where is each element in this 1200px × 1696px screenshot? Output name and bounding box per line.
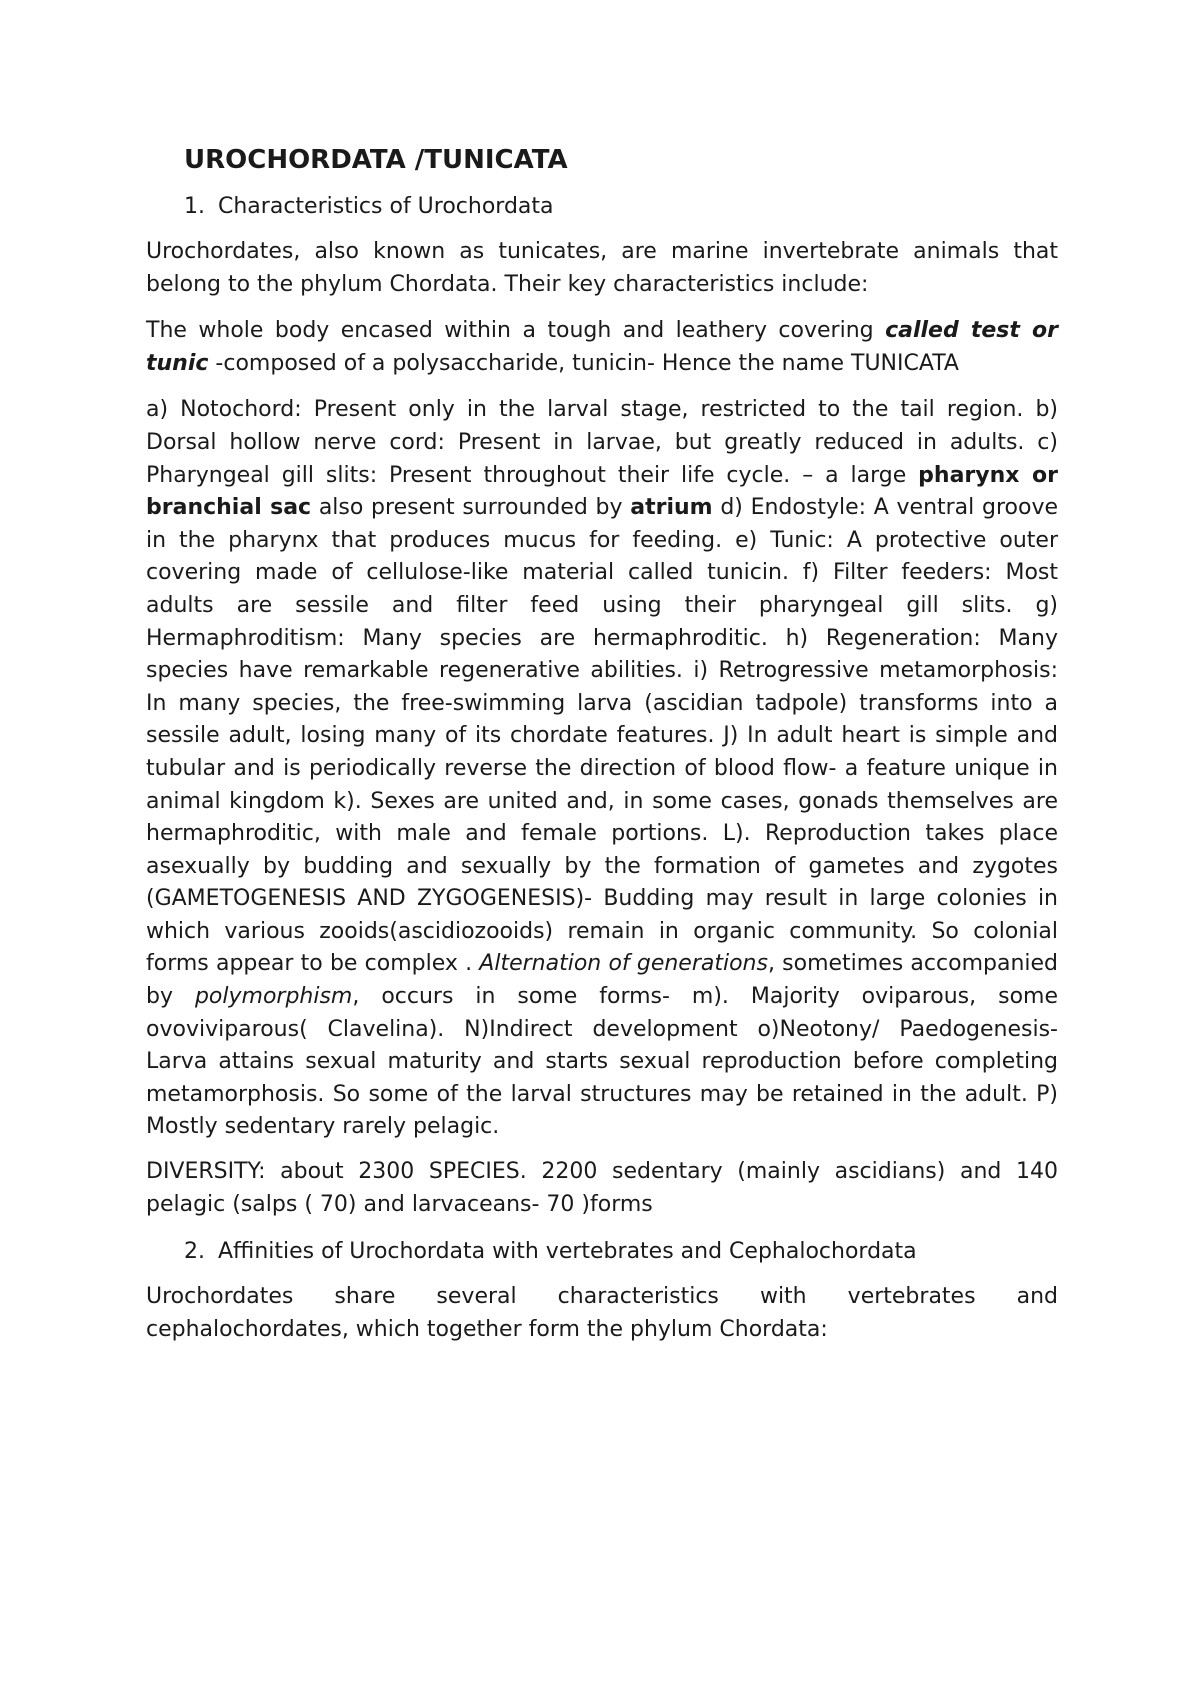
- diversity-paragraph: DIVERSITY: about 2300 SPECIES. 2200 sedentary (mainly ascidians) and 140 pelagic (salps ( 70) and larvaceans- 70 )forms: [146, 1159, 1058, 1217]
- section-2-heading: [184, 1237, 1058, 1267]
- features-text-4: , sometimes accompanied by: [146, 951, 1058, 1010]
- affinities-intro-paragraph: Urochordates share several characteristics with vertebrates and cephalochordates, which together form the phylum Chordata:: [146, 1284, 1058, 1342]
- document-title: UROCHORDATA /TUNICATA: [184, 145, 568, 175]
- features-text-5: , occurs in some forms- m). Majority oviparous, some ovoviviparous( Clavelina). N)Indirect development o)Neotony/ Paedogenesis- Larva attains sexual maturity and starts sexual reproduction before completing metamorphosis. So some of the larval structures may be retained in the adult. P) Mostly sedentary rarely pelagic.: [146, 984, 1058, 1140]
- intro-paragraph: Urochordates, also known as tunicates, are marine invertebrate animals that belong to the phylum Chordata. Their key characteristics include:: [146, 239, 1058, 297]
- section-1-heading: [184, 192, 1058, 222]
- section-1-title: Characteristics of Urochordata: [218, 194, 554, 219]
- features-italic-alternation: Alternation of generations: [479, 951, 768, 977]
- test-paragraph: [146, 315, 1058, 380]
- features-bold-atrium: atrium: [630, 495, 713, 521]
- section-1-number: 1.: [184, 194, 205, 219]
- features-text-3: d) Endostyle: A ventral groove in the pharynx that produces mucus for feeding. e) Tunic: A protective outer covering made of cellulose-like material called tunicin. f) Filter feeders: Most adults are sessile and filter feed using their pharyngeal gill slits. g) Hermaphroditism: Many species are hermaphroditic. h) Regeneration: Many species have remarkable regenerative abilities. i) Retrogressive metamorphosis: In many species, the free-swimming larva (ascidian tadpole) transforms into a sessile adult, losing many of its chordate features. J) In adult heart is simple and tubular and is periodically reverse the direction of blood flow- a feature unique in animal kingdom k). Sexes are united and, in some cases, gonads themselves are hermaphroditic, with male and female portions. L). Reproduction takes place asexually by budding and sexually by the formation of gametes and zygotes (GAMETOGENESIS AND ZYGOGENESIS)- Budding may result in large colonies in which various zooids(ascidiozooids) remain in organic community. So colonial forms appear to be complex .: [146, 495, 1058, 977]
- features-bold-pharynx: pharynx or branchial sac: [146, 462, 1058, 521]
- test-text-post: -composed of a polysaccharide, tunicin- Hence the name TUNICATA: [208, 350, 959, 376]
- section-2-title: Affinities of Urochordata with vertebrates and Cephalochordata: [218, 1239, 917, 1265]
- features-italic-polymorphism: polymorphism: [194, 984, 353, 1010]
- features-paragraph: [146, 394, 1058, 1144]
- test-text-pre: The whole body encased within a tough and leathery covering: [146, 318, 886, 344]
- features-text-1: a) Notochord: Present only in the larval stage, restricted to the tail region. b) Dorsal hollow nerve cord: Present in larvae, but greatly reduced in adults. c) Pharyngeal gill slits: Present throughout their life cycle. – a large: [146, 397, 1058, 488]
- test-emphasis: called test or tunic: [146, 318, 1058, 376]
- features-text-2: also present surrounded by: [311, 495, 631, 521]
- section-2-number: 2.: [184, 1239, 205, 1265]
